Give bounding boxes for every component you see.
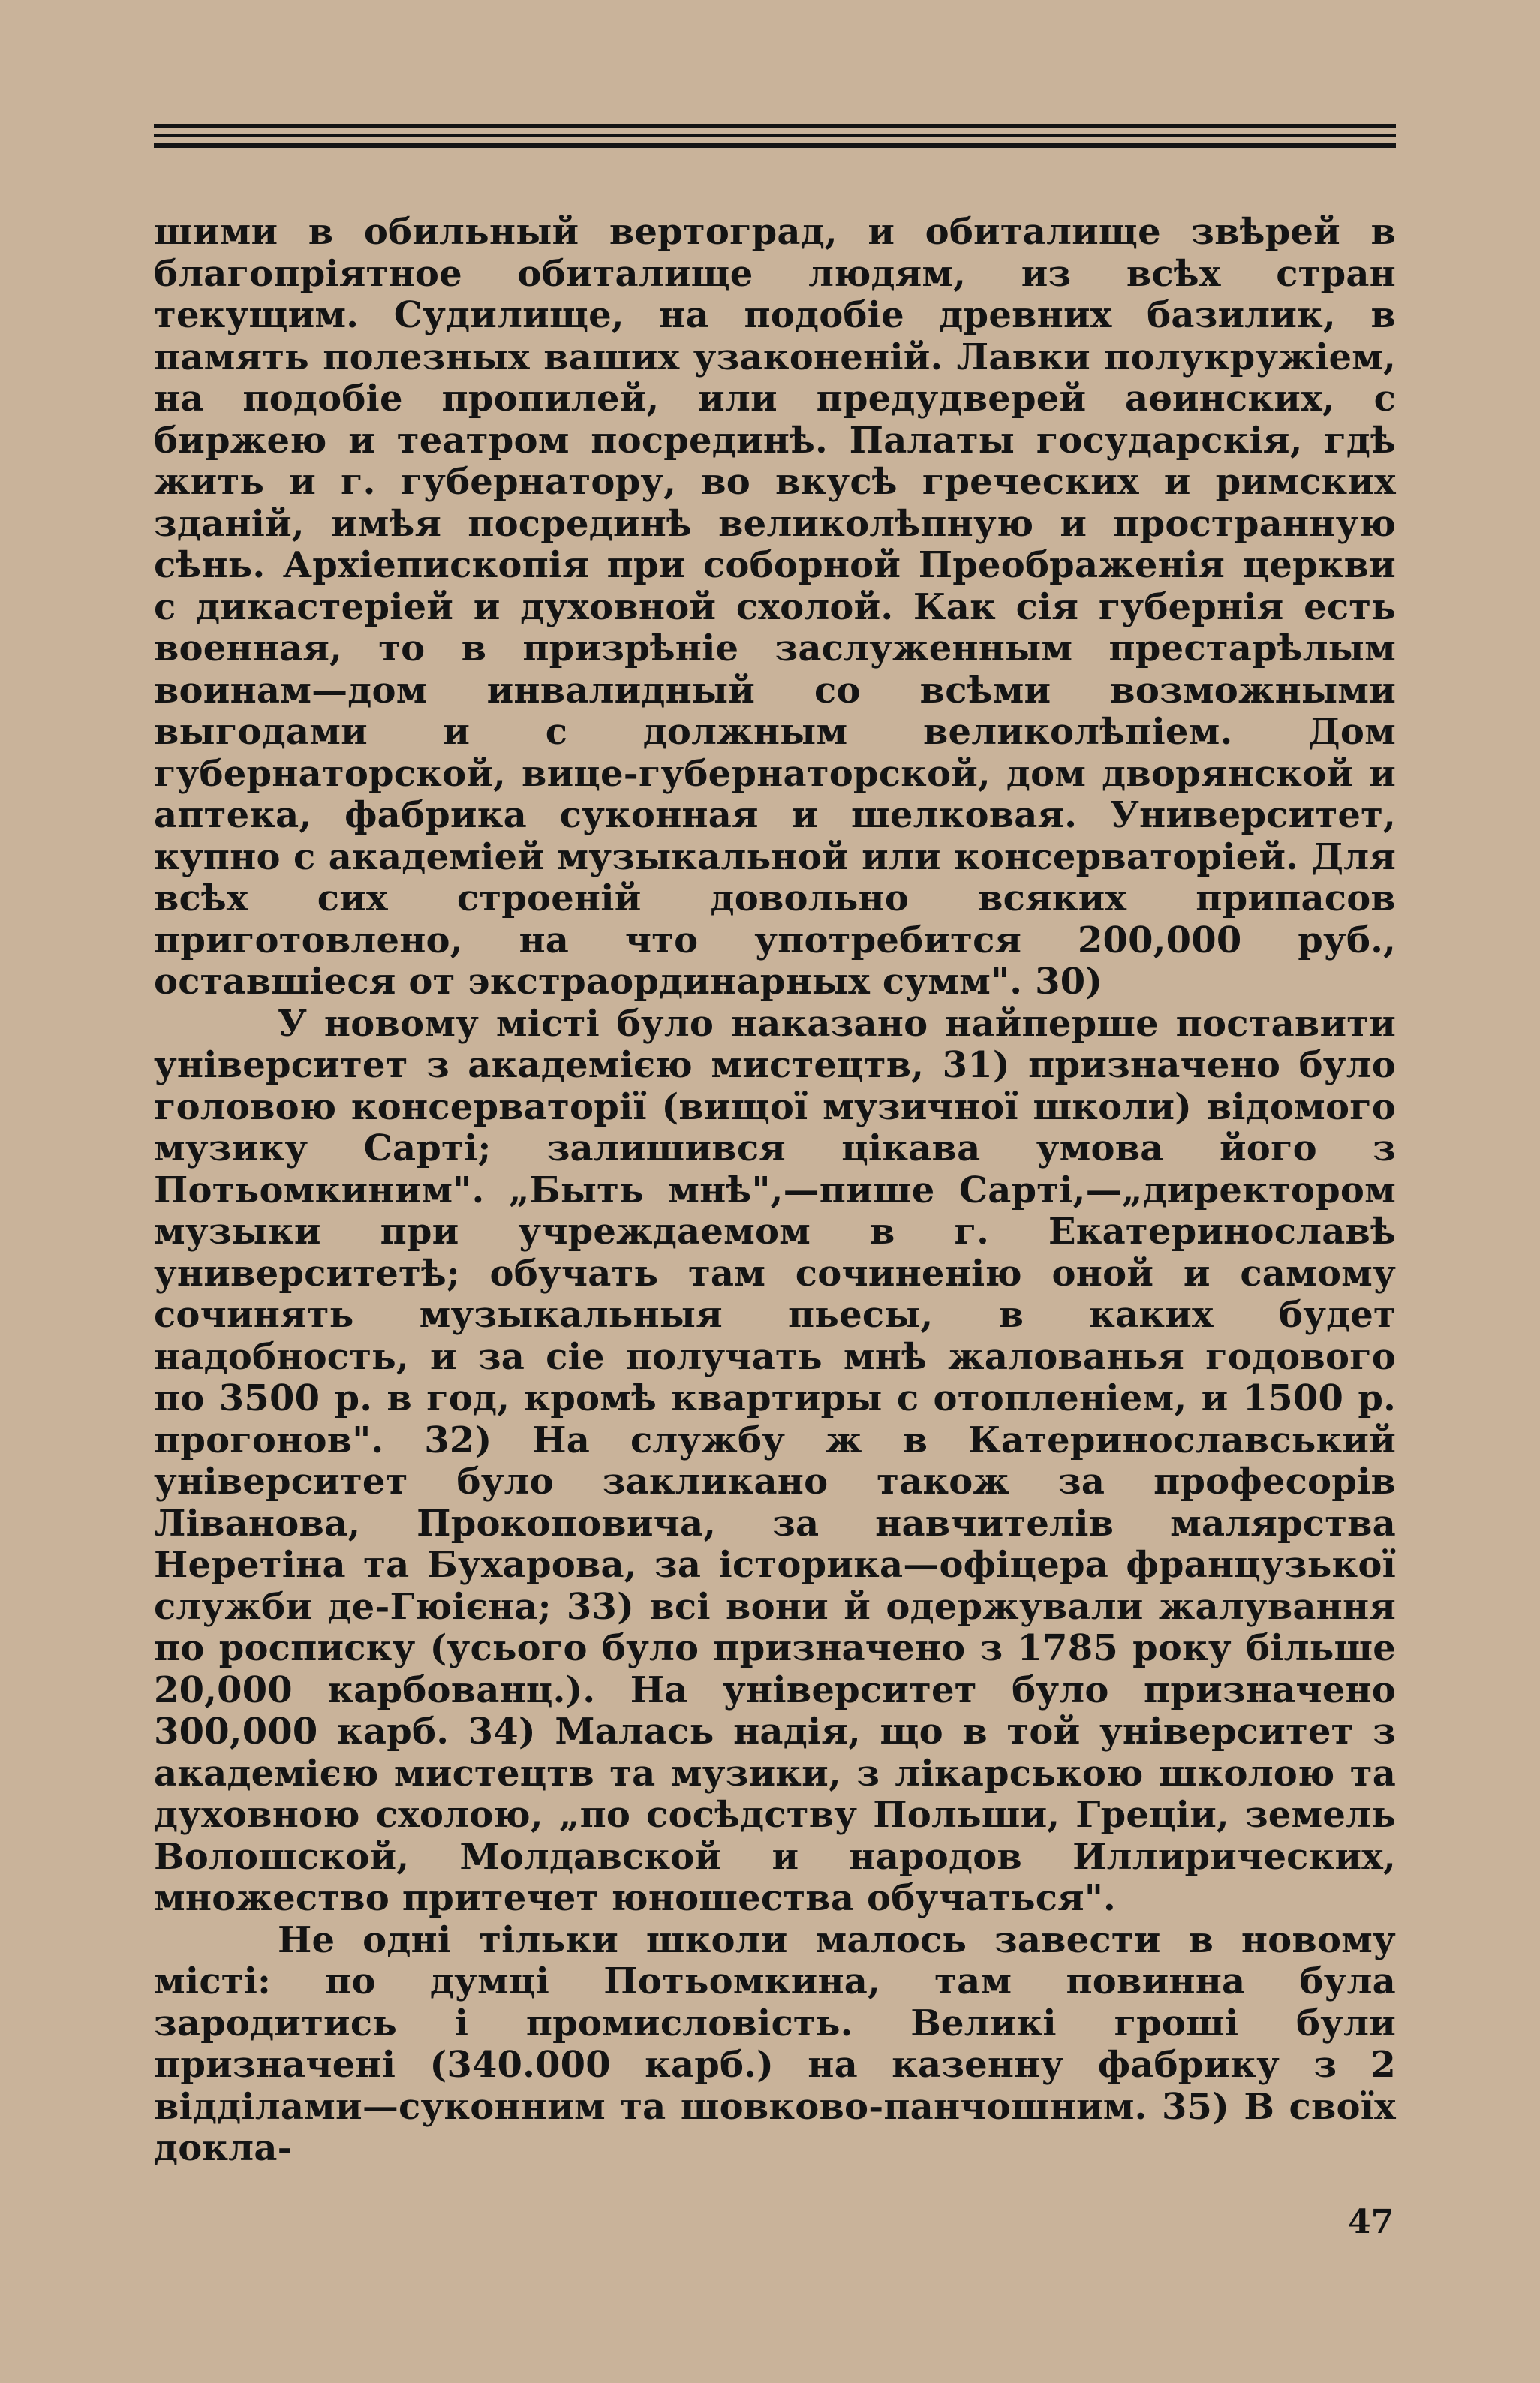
body-text — [154, 212, 1396, 2170]
page-number: 47 — [1348, 2203, 1394, 2241]
header-rule-line — [154, 124, 1396, 128]
header-rule-line — [154, 134, 1396, 137]
paragraph: Не одні тільки школи малось завести в новому місті: по думці Потьомкина, там повинна була зародитись і промисловість. Великі гроші були призначені (340.000 карб.) на казенну фабрику з 2 відділами—суконним та шовково-панчошним. 35) В своїх докла- — [154, 1918, 1396, 2169]
paragraph: шими в обильный вертоград, и обиталище звѣрей в благопріятное обиталище людям, из всѣх стран текущим. Судилище, на подобіе древних базилик, в память полезных ваших узаконеній. Лавки полукружіем, на подобіе пропилей, или предудверей аѳинских, с биржею и театром посрединѣ. Палаты государскія, гдѣ жить и г. губернатору, во вкусѣ греческих и римских зданій, имѣя посрединѣ великолѣпную и пространную сѣнь. Архіепископія при соборной Преображенія церкви с дикастеріей и духовной схолой. Как сія губернія есть военная, то в призрѣніе заслуженным престарѣлым воинам—дом инвалидный со всѣми возможными выгодами и с должным великолѣпіем. Дом губернаторской, вице-губернаторской, дом дворянской и аптека, фабрика суконная и шелковая. Университет, купно с академіей музыкальной или консерваторіей. Для всѣх сих строеній довольно всяких припасов приготовлено, на что употребится 200,000 руб., оставшіеся от экстраординарных сумм". 30) — [154, 211, 1396, 1003]
paragraph: У новому місті було наказано найперше поставити університет з академією мистецтв, 31) призначено було головою консерваторії (вищої музичної школи) відомого музику Сарті; залишився цікава умова його з Потьомкиним". „Быть мнѣ",—пише Сарті,—„директором музыки при учреждаемом в г. Екатеринославѣ университетѣ; обучать там сочиненію оной и самому сочинять музыкальныя пьесы, в каких будет надобность, и за сіе получать мнѣ жалованья годового по 3500 р. в год, кромѣ квартиры с отопленіем, и 1500 р. прогонов". 32) На службу ж в Катеринославський університет було закликано також за професорів Ліванова, Прокоповича, за навчителів малярства Неретіна та Бухарова, за історика—офіцера французької служби де-Гюієна; 33) всі вони й одержували жалування по росписку (усього було призначено з 1785 року більше 20,000 карбованц.). На університет було призначено 300,000 карб. 34) Малась надія, що в той університет з академією мистецтв та музики, з лікарською школою та духовною схолою, „по сосѣдству Польши, Греціи, земель Волошской, Молдавской и народов Иллирических, множество притечет юношества обучаться". — [154, 1002, 1396, 1919]
header-rule-line — [154, 143, 1396, 148]
header-rule — [154, 124, 1396, 154]
